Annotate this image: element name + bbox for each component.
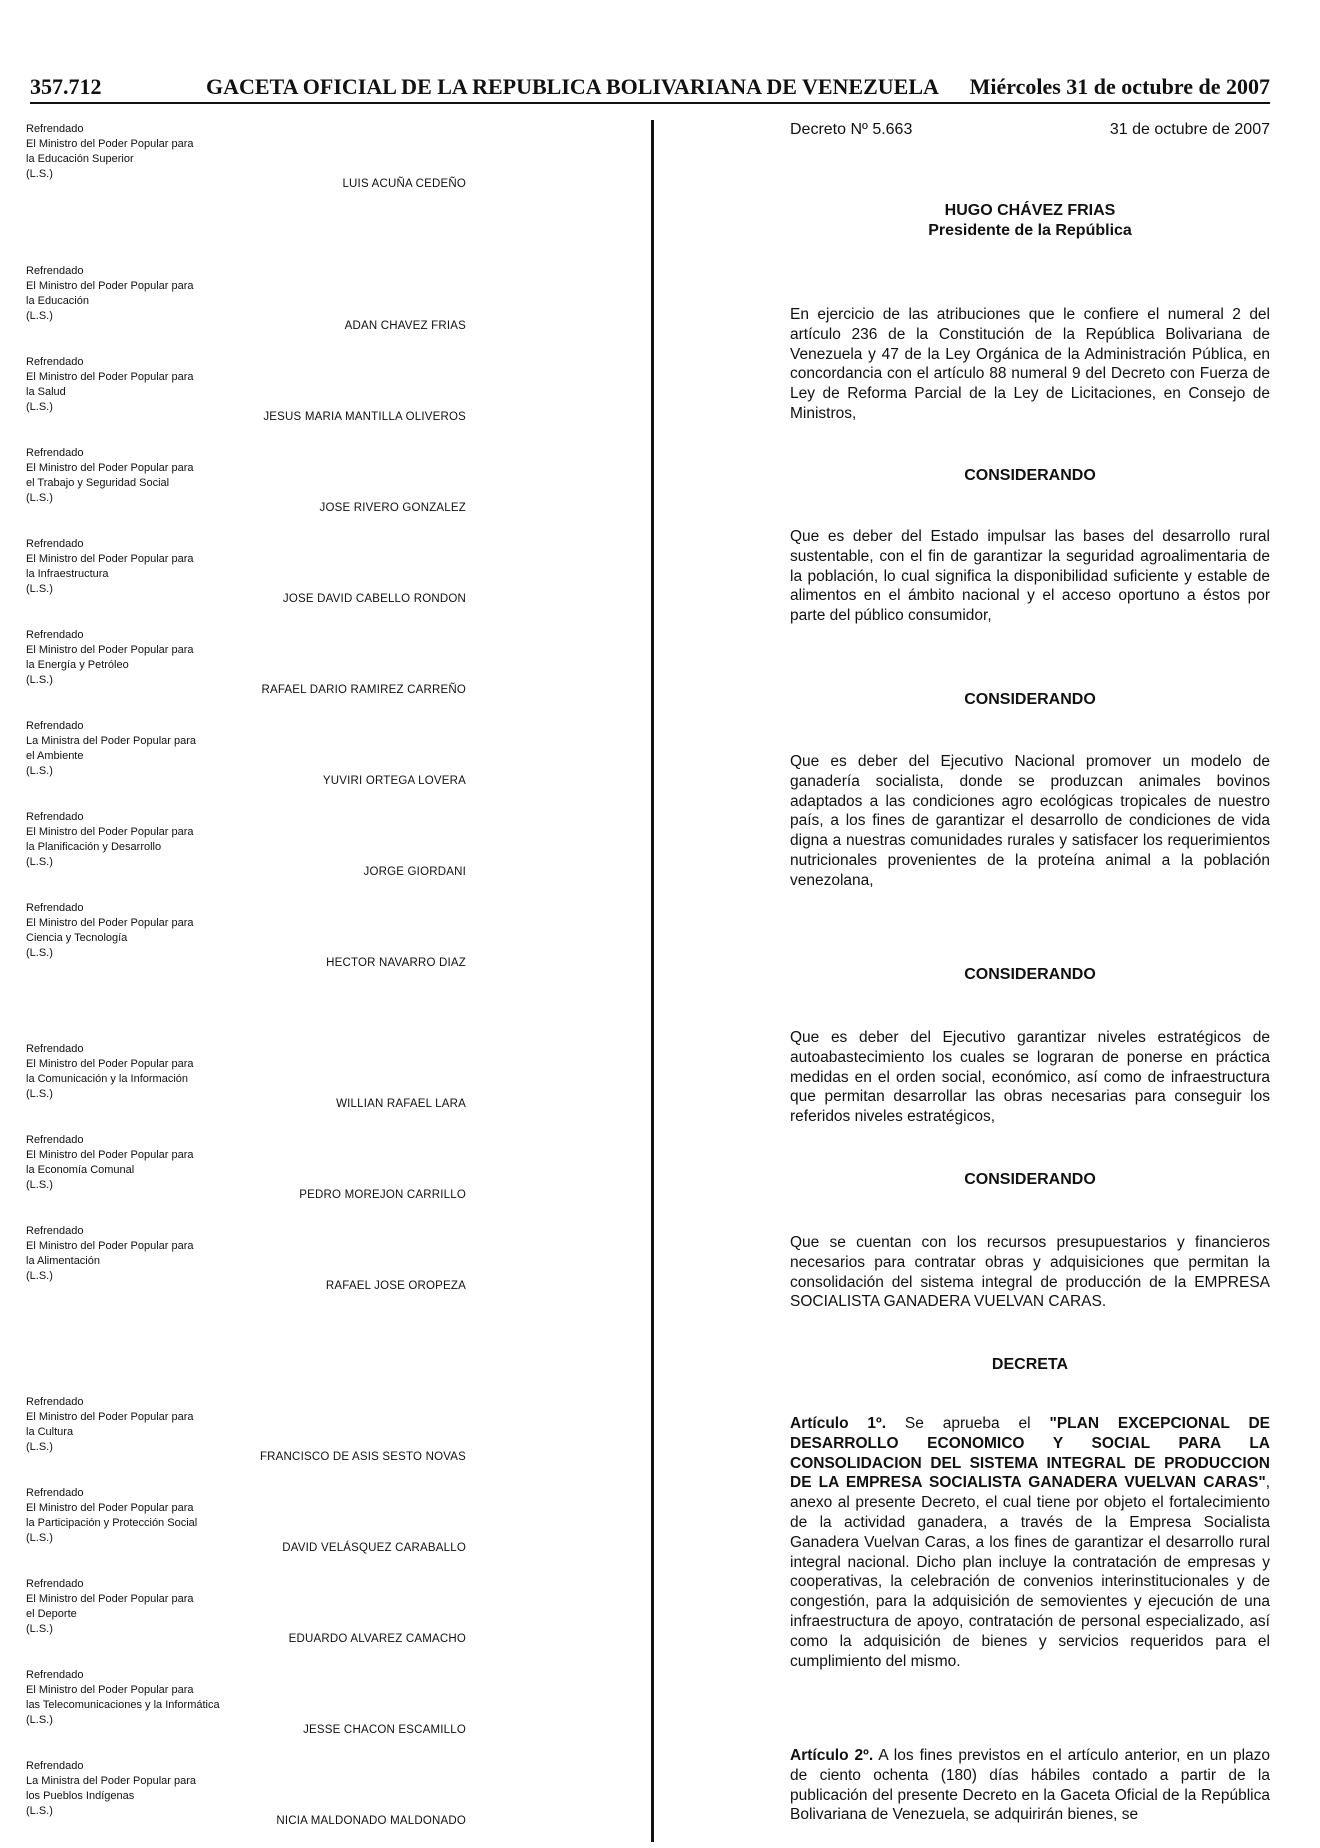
refrendado-line: las Telecomunicaciones y la Informática xyxy=(26,1699,220,1711)
refrendado-line: (L.S.) xyxy=(26,492,53,504)
refrendado-line: (L.S.) xyxy=(26,310,53,322)
refrendado-line: El Ministro del Poder Popular para xyxy=(26,1411,194,1423)
refrendado-line: (L.S.) xyxy=(26,765,53,777)
refrendado-text xyxy=(26,1759,276,1819)
refrendado-line: Refrendado xyxy=(26,1669,84,1681)
refrendado-block xyxy=(26,1395,466,1483)
refrendado-line: (L.S.) xyxy=(26,168,53,180)
issue-date: Miércoles 31 de octubre de 2007 xyxy=(969,74,1270,99)
refrendado-line: El Ministro del Poder Popular para xyxy=(26,1240,194,1252)
refrendado-line: la Salud xyxy=(26,386,66,398)
refrendado-line: El Ministro del Poder Popular para xyxy=(26,371,194,383)
minister-name: RAFAEL DARIO RAMIREZ CARREÑO xyxy=(261,684,466,696)
refrendado-line: Refrendado xyxy=(26,538,84,550)
considerando-text: Que es deber del Ejecutivo garantizar niveles estratégicos de autoabastecimiento los cuales se lograran de ponerse en práctica medidas en el orden social, económico, así como de infraestructura que permitan desarrollar las obras necesarias para conseguir los referidos niveles estratégicos, xyxy=(790,1029,1270,1126)
refrendado-block xyxy=(26,1668,466,1756)
minister-name: JOSE RIVERO GONZALEZ xyxy=(319,502,466,514)
refrendado-line: El Ministro del Poder Popular para xyxy=(26,1058,194,1070)
refrendado-line: El Ministro del Poder Popular para xyxy=(26,1684,194,1696)
refrendado-line: Refrendado xyxy=(26,720,84,732)
refrendado-block xyxy=(26,1042,466,1130)
refrendado-line: (L.S.) xyxy=(26,1441,53,1453)
refrendado-line: Refrendado xyxy=(26,123,84,135)
refrendado-line: la Comunicación y la Información xyxy=(26,1073,189,1085)
refrendado-line: Refrendado xyxy=(26,1396,84,1408)
refrendado-block xyxy=(26,537,466,625)
decree-date: 31 de octubre de 2007 xyxy=(1109,121,1270,138)
refrendado-text xyxy=(26,264,276,324)
refrendado-line: la Economía Comunal xyxy=(26,1164,135,1176)
considerando-text: Que se cuentan con los recursos presupuestarios y financieros necesarios para contratar obras y adquisiciones que permitan la consolidación del sistema integral de producción de la EMPRESA SOCIALISTA GANADERA VUELVAN CARAS. xyxy=(790,1234,1270,1311)
refrendado-block xyxy=(26,122,466,210)
refrendado-text xyxy=(26,355,276,415)
refrendado-line: Refrendado xyxy=(26,1134,84,1146)
refrendado-line: el Trabajo y Seguridad Social xyxy=(26,477,170,489)
refrendado-line: (L.S.) xyxy=(26,401,53,413)
refrendado-line: la Alimentación xyxy=(26,1255,100,1267)
article-1 xyxy=(790,1414,1270,1671)
minister-name: FRANCISCO DE ASIS SESTO NOVAS xyxy=(259,1451,466,1463)
refrendado-block xyxy=(26,355,466,443)
refrendado-text xyxy=(26,1042,276,1102)
refrendado-line: Refrendado xyxy=(26,1760,84,1772)
minister-name: HECTOR NAVARRO DIAZ xyxy=(326,957,466,969)
refrendado-line: Ciencia y Tecnología xyxy=(26,932,128,944)
refrendado-line: Refrendado xyxy=(26,1487,84,1499)
minister-name: EDUARDO ALVAREZ CAMACHO xyxy=(288,1633,466,1645)
refrendado-line: La Ministra del Poder Popular para xyxy=(26,735,196,747)
minister-name: WILLIAN RAFAEL LARA xyxy=(336,1098,466,1110)
article-1-body: , anexo al presente Decreto, el cual tiene por objeto el fortalecimiento de la actividad ganadera, a través de la Empresa Socialista Ganadera Vuelvan Caras, a los fines de garantizar el desarrollo rural integral nacional. Dicho plan incluye la contratación de empresas y cooperativas, la celebración de convenios interinstitucionales y de congestión, para la adquisición de semovientes y ejecución de una infraestructura de apoyo, contratación de personal especializado, así como la adquisición de bienes y servicios requeridos para el cumplimiento del mismo. xyxy=(790,1474,1270,1670)
minister-name: JOSE DAVID CABELLO RONDON xyxy=(282,593,466,605)
refrendado-line: la Educación xyxy=(26,295,89,307)
refrendado-line: los Pueblos Indígenas xyxy=(26,1790,135,1802)
refrendado-text xyxy=(26,122,276,182)
minister-name: NICIA MALDONADO MALDONADO xyxy=(276,1815,466,1827)
president-title: Presidente de la República xyxy=(928,222,1132,239)
refrendado-line: Refrendado xyxy=(26,1578,84,1590)
refrendado-block xyxy=(26,264,466,352)
minister-name: DAVID VELÁSQUEZ CARABALLO xyxy=(282,1542,466,1554)
refrendado-line: Refrendado xyxy=(26,811,84,823)
refrendado-line: Refrendado xyxy=(26,1225,84,1237)
gazette-header xyxy=(30,74,1270,104)
refrendado-block xyxy=(26,1577,466,1665)
refrendado-line: (L.S.) xyxy=(26,1088,53,1100)
refrendado-line: (L.S.) xyxy=(26,1805,53,1817)
refrendado-line: El Ministro del Poder Popular para xyxy=(26,462,194,474)
refrendado-line: Refrendado xyxy=(26,447,84,459)
considerando-heading: CONSIDERANDO xyxy=(964,1171,1096,1188)
minister-name: PEDRO MOREJON CARRILLO xyxy=(299,1189,466,1201)
refrendado-line: la Infraestructura xyxy=(26,568,109,580)
refrendado-line: (L.S.) xyxy=(26,947,53,959)
refrendado-text xyxy=(26,719,276,779)
refrendado-line: La Ministra del Poder Popular para xyxy=(26,1775,196,1787)
refrendado-text xyxy=(26,901,276,961)
refrendado-line: el Deporte xyxy=(26,1608,77,1620)
article-2-label: Artículo 2º. xyxy=(790,1747,874,1764)
refrendado-line: El Ministro del Poder Popular para xyxy=(26,1502,194,1514)
refrendado-line: la Planificación y Desarrollo xyxy=(26,841,162,853)
refrendado-line: El Ministro del Poder Popular para xyxy=(26,1593,194,1605)
refrendado-block xyxy=(26,1486,466,1574)
refrendado-line: (L.S.) xyxy=(26,583,53,595)
refrendado-block xyxy=(26,810,466,898)
refrendado-line: el Ambiente xyxy=(26,750,84,762)
column-divider xyxy=(651,120,654,1842)
refrendado-line: El Ministro del Poder Popular para xyxy=(26,138,194,150)
refrendado-text xyxy=(26,1224,276,1284)
refrendado-line: El Ministro del Poder Popular para xyxy=(26,917,194,929)
refrendado-line: El Ministro del Poder Popular para xyxy=(26,553,194,565)
gazette-title: GACETA OFICIAL DE LA REPUBLICA BOLIVARIANA DE VENEZUELA xyxy=(206,74,939,99)
refrendado-block xyxy=(26,1133,466,1221)
minister-name: LUIS ACUÑA CEDEÑO xyxy=(342,178,466,190)
decreta-heading: DECRETA xyxy=(991,1356,1069,1373)
refrendado-line: (L.S.) xyxy=(26,1532,53,1544)
refrendado-text xyxy=(26,446,276,506)
page-number: 357.712 xyxy=(30,74,102,99)
article-2-body: A los fines previstos en el artículo anterior, en un plazo de ciento ochenta (180) días hábiles contado a partir de la publicación del presente Decreto en la Gaceta Oficial de la República Bolivariana de Venezuela, se adquirirán bienes, se xyxy=(790,1747,1271,1824)
considerando-text: Que es deber del Estado impulsar las bases del desarrollo rural sustentable, con el fin de garantizar la seguridad agroalimentaria de la población, lo cual significa la disponibilidad suficiente y estable de alimentos en el ámbito nacional y el acceso oportuno a éstos por parte del público consumidor, xyxy=(790,528,1270,625)
refrendado-line: (L.S.) xyxy=(26,1714,53,1726)
minister-name: YUVIRI ORTEGA LOVERA xyxy=(322,775,466,787)
refrendado-line: la Participación y Protección Social xyxy=(26,1517,198,1529)
refrendado-line: Refrendado xyxy=(26,356,84,368)
refrendado-block xyxy=(26,1759,466,1847)
minister-name: JESSE CHACON ESCAMILLO xyxy=(303,1724,466,1736)
refrendado-line: (L.S.) xyxy=(26,1179,53,1191)
refrendado-line: El Ministro del Poder Popular para xyxy=(26,280,194,292)
refrendado-text xyxy=(26,810,276,870)
refrendado-line: El Ministro del Poder Popular para xyxy=(26,826,194,838)
refrendado-line: Refrendado xyxy=(26,629,84,641)
refrendado-text xyxy=(26,537,276,597)
refrendado-text xyxy=(26,1133,276,1193)
refrendado-block xyxy=(26,1224,466,1312)
refrendado-block xyxy=(26,628,466,716)
decree-number: Decreto Nº 5.663 xyxy=(790,121,913,138)
refrendado-text xyxy=(26,628,276,688)
refrendado-block xyxy=(26,901,466,989)
preamble: En ejercicio de las atribuciones que le confiere el numeral 2 del artículo 236 de la Constitución de la República Bolivariana de Venezuela y 47 de la Ley Orgánica de la Administración Pública, en concordancia con el artículo 88 numeral 9 del Decreto con Fuerza de Ley de Reforma Parcial de la Ley de Licitaciones, en Consejo de Ministros, xyxy=(790,306,1270,422)
minister-name: JORGE GIORDANI xyxy=(363,866,466,878)
refrendado-line: Refrendado xyxy=(26,1043,84,1055)
refrendado-text xyxy=(26,1486,276,1546)
refrendado-text xyxy=(26,1395,276,1455)
refrendado-line: Refrendado xyxy=(26,265,84,277)
refrendado-text xyxy=(26,1668,276,1728)
refrendado-line: (L.S.) xyxy=(26,674,53,686)
refrendado-line: El Ministro del Poder Popular para xyxy=(26,644,194,656)
considerando-heading: CONSIDERANDO xyxy=(964,966,1096,983)
refrendado-block xyxy=(26,446,466,534)
minister-name: ADAN CHAVEZ FRIAS xyxy=(344,320,466,332)
president-name: HUGO CHÁVEZ FRIAS xyxy=(944,202,1116,219)
article-1-lead: Se aprueba el xyxy=(904,1415,1031,1432)
refrendado-line: (L.S.) xyxy=(26,856,53,868)
article-2 xyxy=(790,1746,1270,1825)
article-1-label: Artículo 1º. xyxy=(790,1415,887,1432)
refrendado-line: Refrendado xyxy=(26,902,84,914)
article-1-plan-title: "PLAN EXCEPCIONAL DE DESARROLLO ECONOMICO Y SOCIAL PARA LA CONSOLIDACION DEL SISTEMA INTEGRAL DE PRODUCCION DE LA EMPRESA SOCIALISTA GANADERA VUELVAN CARAS" xyxy=(790,1415,1270,1492)
refrendado-line: la Cultura xyxy=(26,1426,74,1438)
considerando-heading: CONSIDERANDO xyxy=(964,467,1096,484)
refrendado-line: (L.S.) xyxy=(26,1623,53,1635)
refrendado-block xyxy=(26,719,466,807)
refrendado-line: la Energía y Petróleo xyxy=(26,659,129,671)
refrendado-line: (L.S.) xyxy=(26,1270,53,1282)
refrendado-text xyxy=(26,1577,276,1637)
minister-name: JESUS MARIA MANTILLA OLIVEROS xyxy=(263,411,466,423)
refrendado-line: la Educación Superior xyxy=(26,153,134,165)
considerando-text: Que es deber del Ejecutivo Nacional promover un modelo de ganadería socialista, donde se produzcan animales bovinos adaptados a las condiciones agro ecológicas tropicales de nuestro país, a los fines de garantizar el desarrollo de condiciones de vida digna a nuestras comunidades rurales y satisfacer los requerimientos nutricionales provenientes de la proteína animal a la población venezolana, xyxy=(790,753,1270,889)
minister-name: RAFAEL JOSE OROPEZA xyxy=(325,1280,466,1292)
considerando-heading: CONSIDERANDO xyxy=(964,691,1096,708)
refrendado-line: El Ministro del Poder Popular para xyxy=(26,1149,194,1161)
